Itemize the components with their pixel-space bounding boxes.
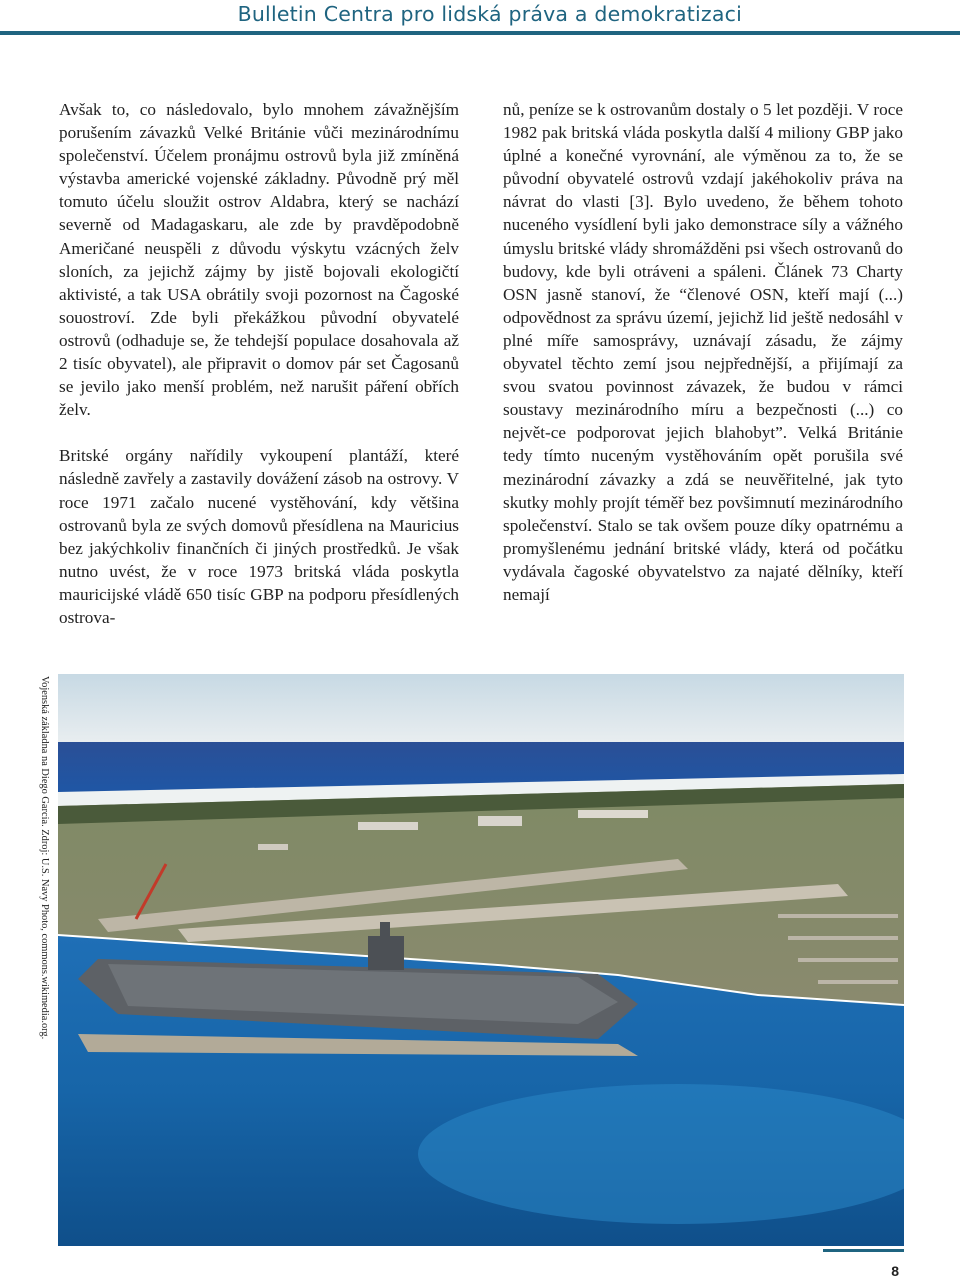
paragraph: Britské orgány nařídily vykoupení plantáží, které následně zavřely a zastavily dovážení zásob na ostrovy. V roce 1971 začalo nucené vystěhování, kdy většina ostrovanů byla ze svých domovů přesídlena na Mauricius bez jakýchkoliv finančních či jiných prostředků. Je však nutno uvést, že v roce 1973 britská vláda poskytla mauricijské vládě 650 tisíc GBP na podporu přesídlených ostrova-: [59, 446, 459, 627]
paragraph: Avšak to, co následovalo, bylo mnohem závažnějším porušením závazků Velké Británie vůči mezinárodnímu společenství. Účelem pronájmu ostrovů byla již zmíněná výstavba americké vojenské základny. Původně prý měl tomuto účelu sloužit ostrov Aldabra, který se nachází severně od Madagaskaru, ale zde by pravděpodobně Američané neuspěli z důvodu výskytu vzácných želv sloních, za jejichž zájmy by jistě bojovali ekologičtí aktivisté, a tak USA obrátily svoji pozornost na Čagoské souostroví. Zde byli překážkou původní obyvatelé ostrovů (odhaduje se, že tehdejší populace dosahovala až 2 tisíc obyvatel), ale připravit o domov pár set Čagosanů se jevilo jako menší problém, než narušit páření obřích želv.: [59, 100, 459, 420]
article-left-column: [59, 98, 459, 629]
footer-rule: [823, 1249, 904, 1252]
page-number: 8: [891, 1263, 899, 1279]
article-right-column: [503, 98, 903, 606]
paragraph: nů, peníze se k ostrovanům dostaly o 5 let později. V roce 1982 pak britská vláda poskytla další 4 miliony GBP jako úplné a konečné vyrovnání, ale výměnou za to, že se původní obyvatelé ostrovů vzdají jakéhokoliv práva na návrat do vlasti [3]. Bylo uvedeno, že během tohoto nuceného vysídlení byli jako demonstrace síly a vážného úmyslu britské vlády shromážděni psi všech ostrovanů do budovy, kde byli otráveni a spáleni. Článek 73 Charty OSN jasně stanoví, že “členové OSN, kteří mají (...) odpovědnost za správu území, jejichž lid ještě nedosáhl v plné míře samosprávy, uznávají zásadu, že zájmy obyvatel těchto zemí jsou nejpřednější, a přijímají za svou svatou povinnost závazek, že budou v rámci soustavy mezinárodního míru a bezpečnosti (...) co největ-ce podporovat jejich blahobyt”. Velká Británie tedy tímto nuceným vystěhováním opět porušila své mezinárodní závazky a zdá se neuvěřitelné, jak tyto skutky mohly projít téměř bez povšimnutí mezinárodního společenství. Stalo se tak ovšem pouze díky opatrnému a promyšlenému jednání britské vlády, která od počátku vydávala čagoské obyvatelstvo za najaté dělníky, kteří nemají: [503, 100, 903, 604]
header-rule: [0, 31, 960, 35]
photo-caption: Vojenská základna na Diego Garcia. Zdroj: U.S. Navy Photo, commons.wikimedia.org.: [39, 676, 50, 1040]
aerial-photo-diego-garcia: [58, 674, 904, 1246]
bulletin-title: Bulletin Centra pro lidská práva a demokratizaci: [237, 2, 742, 26]
